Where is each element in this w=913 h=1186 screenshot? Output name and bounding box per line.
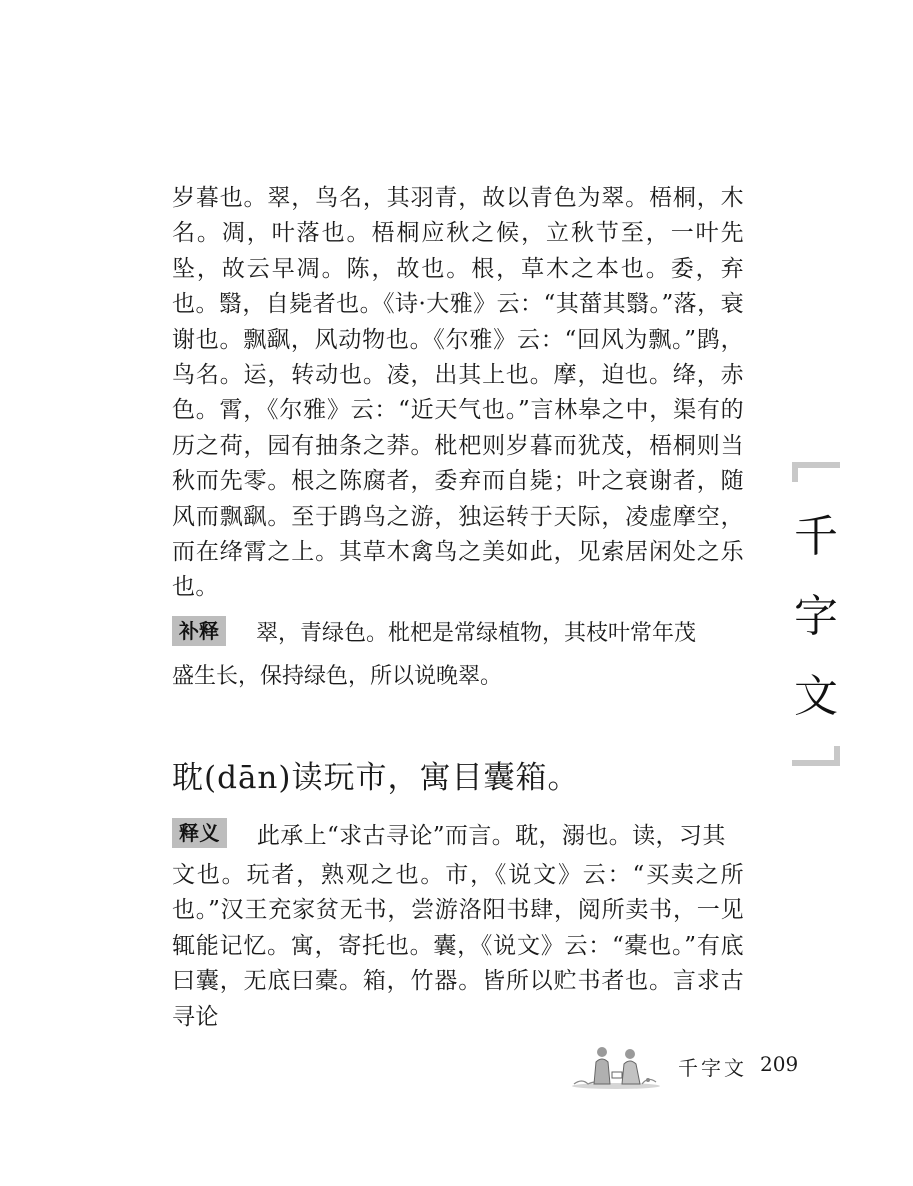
supplement-label: 补释 bbox=[172, 616, 226, 646]
section-heading: 耽(dān)读玩市，寓目囊箱。 bbox=[172, 760, 580, 796]
bracket-bottom-decoration bbox=[792, 746, 840, 766]
footer-book-title: 千字文 bbox=[678, 1056, 747, 1080]
definition-label: 释义 bbox=[172, 818, 227, 848]
body-paragraph: 岁暮也。翠，鸟名，其羽青，故以青色为翠。梧桐，木名。凋，叶落也。梧桐应秋之候，立秋节至，一叶先坠，故云早凋。陈，故也。根，草木之本也。委，弃也。翳，自毙者也。《诗·大雅》云：“其葘其翳。”落，衰谢也。飘飖，风动物也。《尔雅》云：“回风为飘。”鹍，鸟名。运，转动也。凌，出其上也。摩，迫也。绛，赤色。霄，《尔雅》云：“近天气也。”言林皋之中，渠有的历之荷，园有抽条之莽。枇杷则岁暮而犹茂，梧桐则当秋而先零。根之陈腐者，委弃而自毙；叶之衰谢者，随风而飘飖。至于鹍鸟之游，独运转于天际，凌虚摩空，而在绛霄之上。其草木禽鸟之美如此，见索居闲处之乐也。 bbox=[172, 185, 744, 601]
definition-block bbox=[172, 814, 744, 852]
side-chapter-tab bbox=[792, 462, 840, 766]
scholars-illustration-icon bbox=[568, 1040, 664, 1090]
page-number: 209 bbox=[760, 1052, 799, 1076]
page-footer bbox=[560, 1040, 800, 1090]
supplement-text: 翠，青绿色。枇杷是常绿植物，其枝叶常年茂 bbox=[256, 620, 697, 646]
supplement-text-continued: 盛生长，保持绿色，所以说晚翠。 bbox=[172, 664, 503, 689]
side-tab-char: 千 bbox=[794, 511, 838, 562]
side-tab-char: 文 bbox=[794, 671, 838, 722]
definition-paragraph: 文也。玩者，熟观之也。市，《说文》云：“买卖之所也。”汉王充家贫无书，尝游洛阳书肆，阅所卖书，一见辄能记忆。寓，寄托也。囊，《说文》云：“橐也。”有底曰囊，无底曰橐。箱，竹器。皆所以贮书者也。言求古寻论 bbox=[172, 862, 744, 1030]
supplement-block bbox=[172, 614, 744, 648]
bracket-top-decoration bbox=[792, 462, 840, 482]
definition-text: 此承上“求古寻论”而言。耽，溺也。读，习其 bbox=[256, 822, 726, 849]
side-tab-char: 字 bbox=[794, 591, 838, 642]
